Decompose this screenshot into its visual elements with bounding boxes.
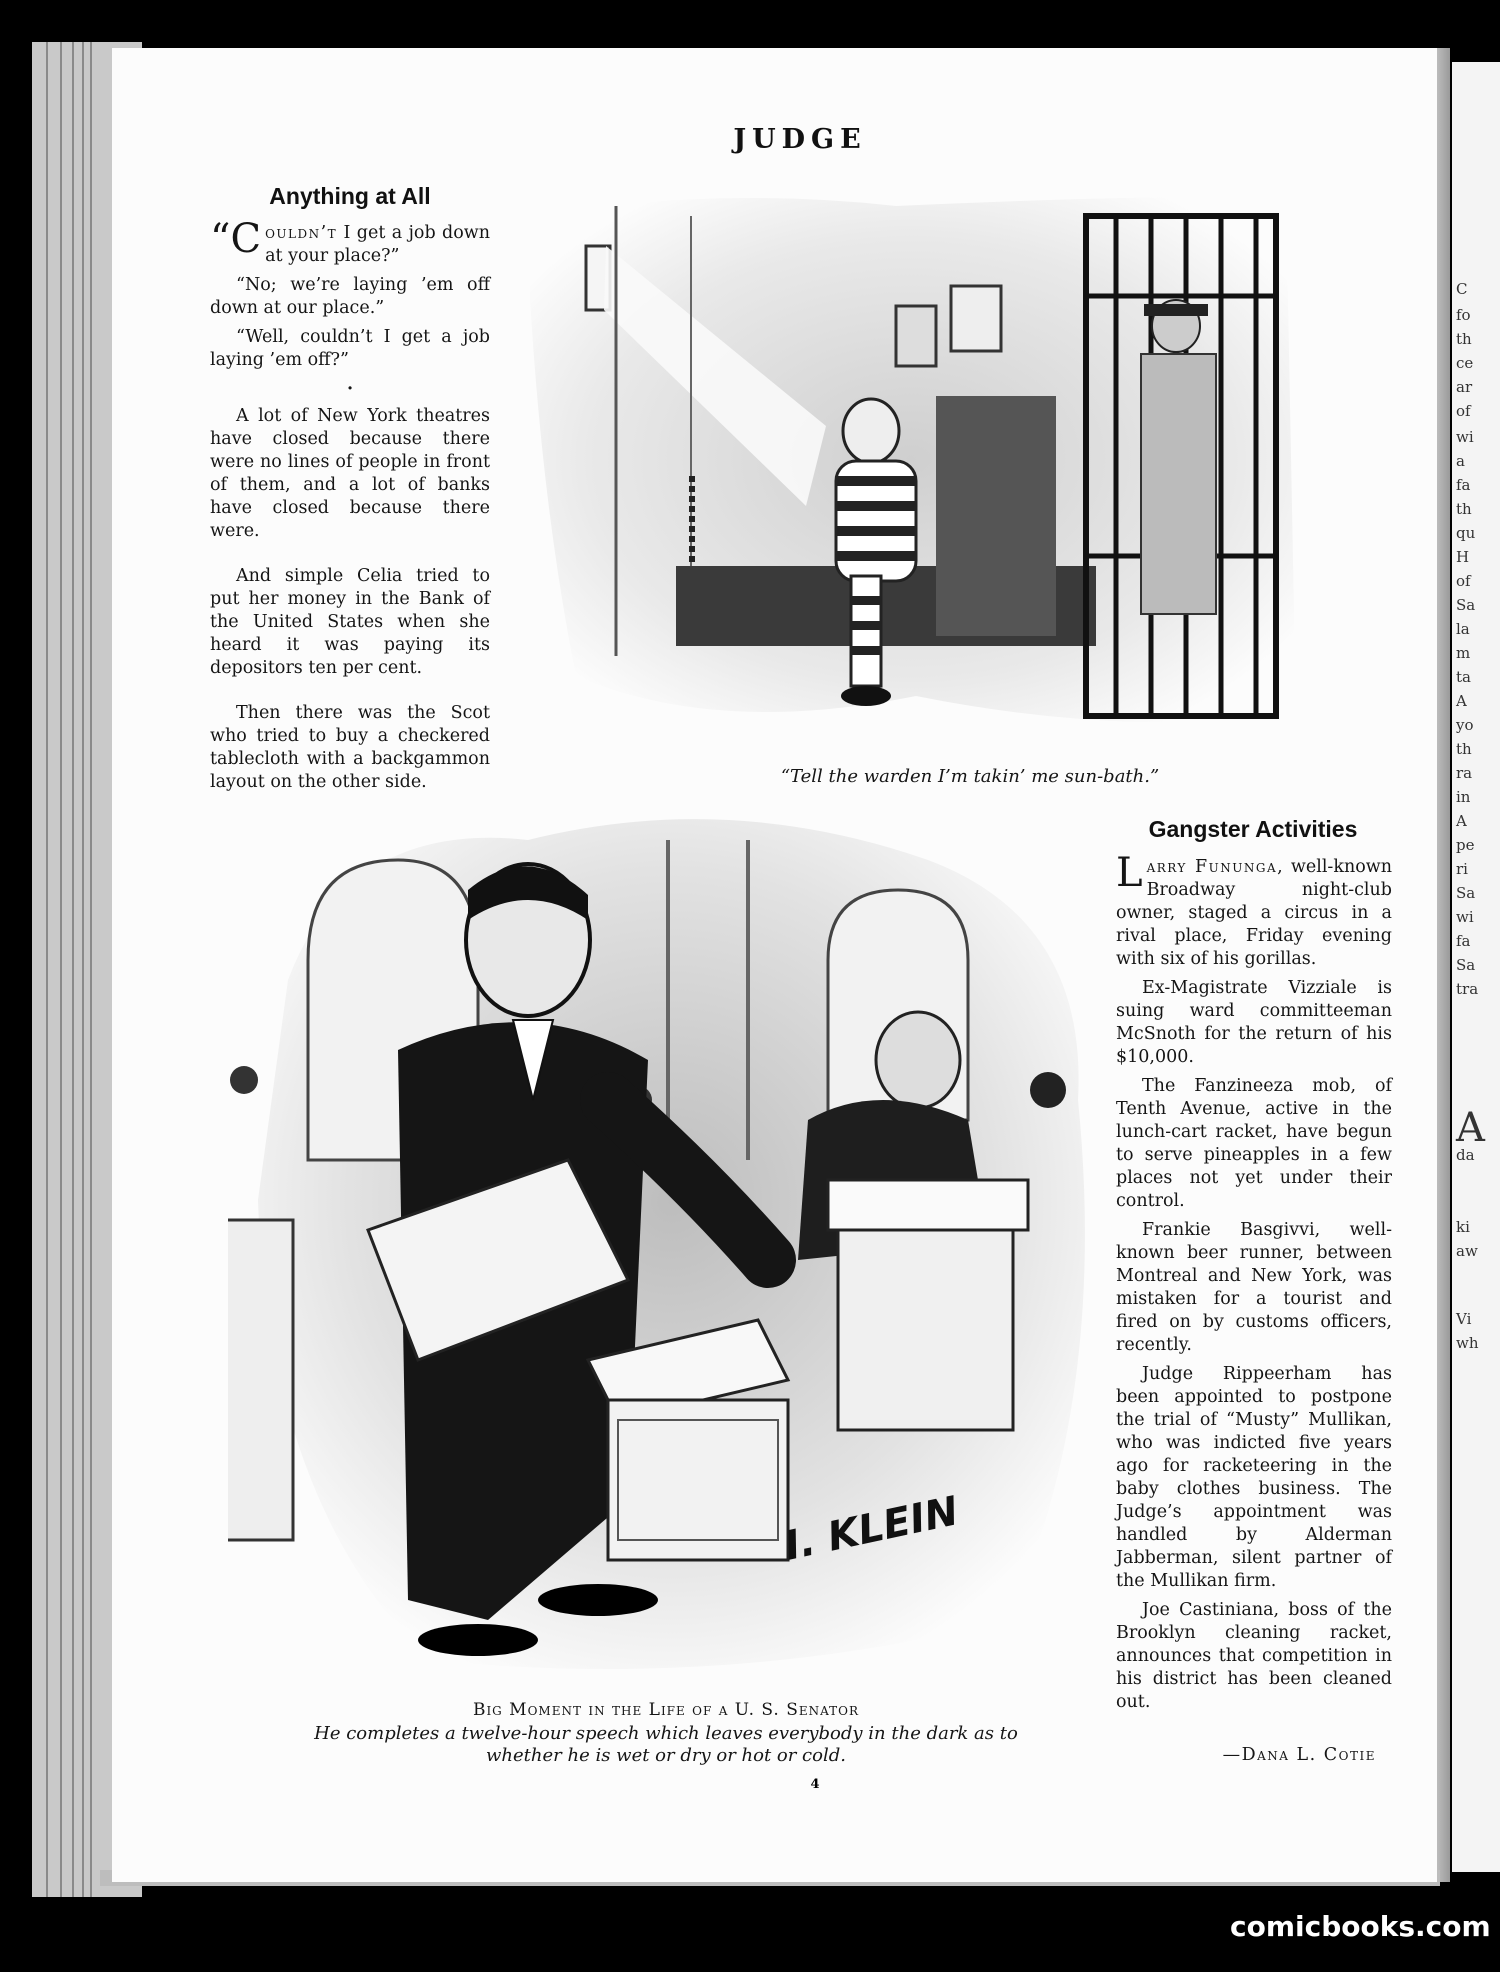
drop-cap: “C (210, 216, 262, 262)
adjacent-page-text-fragment: aw (1456, 1242, 1478, 1260)
cartoon-caption-senator: He completes a twelve-hour speech which leaves everybody in the dark as to whether he is wet or dry or hot or cold. (314, 1723, 1018, 1766)
adjacent-page-text-fragment: ki (1456, 1218, 1470, 1236)
adjacent-page-text-fragment: A (1456, 1105, 1485, 1151)
adjacent-page-text-fragment: ra (1456, 764, 1473, 782)
adjacent-page-text-fragment: th (1456, 500, 1472, 518)
adjacent-page-text-fragment: wh (1456, 1334, 1479, 1352)
small-caps-lead: arry Fununga, (1146, 857, 1285, 877)
dialogue-line-1-rest: I get a job down at your place?” (265, 223, 490, 266)
adjacent-page-text-fragment: yo (1456, 716, 1474, 734)
adjacent-page-text-fragment: ta (1456, 668, 1471, 686)
small-caps-lead: ouldn’t (265, 223, 338, 243)
senate-chamber-illustration (228, 800, 1108, 1695)
prison-cell-illustration (516, 176, 1306, 746)
adjacent-page-text-fragment: C (1456, 280, 1468, 298)
article-body-gangster-activities (1116, 850, 1392, 1720)
adjacent-page-text-fragment: th (1456, 740, 1472, 758)
adjacent-page-text-fragment: m (1456, 644, 1471, 662)
cartoon-prisoner-sunbath (516, 176, 1306, 746)
adjacent-page-text-fragment: ar (1456, 378, 1473, 396)
dialogue-line-1 (210, 216, 490, 268)
item-basgivvi: Frankie Basgivvi, well-known beer runner, between Montreal and New York, was mistaken for a tourist and fired on by customs officers, recently. (1116, 1220, 1392, 1355)
paragraph-scot: Then there was the Scot who tried to buy a checkered tablecloth with a backgammon layout on the other side. (210, 703, 490, 792)
item-fununga (1116, 850, 1392, 971)
adjacent-page-text-fragment: ce (1456, 354, 1474, 372)
section-separator: · (346, 379, 354, 399)
article-title-anything-at-all: Anything at All (269, 183, 431, 209)
page-number: 4 (810, 1777, 820, 1792)
adjacent-page-text-fragment: of (1456, 572, 1471, 590)
adjacent-page-text-fragment: fa (1456, 476, 1471, 494)
adjacent-page-text-fragment: Sa (1456, 956, 1476, 974)
item-fununga-rest: well-known Broadway night-club owner, staged a circus in a rival place, Friday evening with six of his gorillas. (1116, 857, 1392, 969)
item-fanzineeza: The Fanzineeza mob, of Tenth Avenue, active in the lunch-cart racket, have begun to serve pineapples in a few places not yet under their control. (1116, 1076, 1392, 1211)
running-head: JUDGE (733, 124, 867, 155)
adjacent-page-text-fragment: qu (1456, 524, 1476, 542)
adjacent-page-text-fragment: a (1456, 452, 1465, 470)
cartoon-senator-speech (228, 800, 1108, 1695)
senate-desk (588, 1320, 788, 1560)
article-body-anything-at-all (210, 216, 490, 816)
adjacent-page-text-fragment: in (1456, 788, 1471, 806)
adjacent-page-text-fragment: of (1456, 402, 1471, 420)
adjacent-page-text-fragment: wi (1456, 428, 1474, 446)
article-author: —Dana L. Cotie (1222, 1745, 1376, 1765)
adjacent-page-text-fragment: Vi (1456, 1310, 1472, 1328)
cartoon-caption-sunbath: “Tell the warden I’m takin’ me sun-bath.” (780, 766, 1160, 787)
adjacent-page-text-fragment: wi (1456, 908, 1474, 926)
paragraph-celia: And simple Celia tried to put her money in the Bank of the United States when she heard it was paying its depositors ten per cent. (210, 566, 490, 678)
adjacent-page-sliver (1452, 62, 1500, 1872)
artist-signature: I. KLEIN (780, 1488, 963, 1570)
site-watermark: comicbooks.com (1230, 1910, 1491, 1943)
adjacent-page-text-fragment: da (1456, 1146, 1475, 1164)
adjacent-page-text-fragment: Sa (1456, 884, 1476, 902)
adjacent-page-text-fragment: Sa (1456, 596, 1476, 614)
paragraph-theatres: A lot of New York theatres have closed because there were no lines of people in front of them, and a lot of banks have closed because there were. (210, 406, 490, 541)
adjacent-page-text-fragment: ri (1456, 860, 1468, 878)
item-castiniana: Joe Castiniana, boss of the Brooklyn cleaning racket, announces that competition in his district has been cleaned out. (1116, 1600, 1392, 1712)
drop-cap: L (1116, 850, 1143, 896)
adjacent-page-text-fragment: pe (1456, 836, 1475, 854)
adjacent-page-text-fragment: fo (1456, 306, 1471, 324)
adjacent-page-text-fragment: th (1456, 330, 1472, 348)
adjacent-page-text-fragment: A (1456, 692, 1467, 710)
dialogue-line-3: “Well, couldn’t I get a job laying ’em off?” (210, 327, 490, 370)
item-rippeerham: Judge Rippeerham has been appointed to postpone the trial of “Musty” Mullikan, who was indicted five years ago for racketeering in the baby clothes business. The Judge’s appointment was handled by Alderman Jabberman, silent partner of the Mullikan firm. (1116, 1364, 1392, 1591)
adjacent-page-text-fragment: tra (1456, 980, 1479, 998)
adjacent-page-text-fragment: fa (1456, 932, 1471, 950)
adjacent-page-text-fragment: H (1456, 548, 1470, 566)
adjacent-page-text-fragment: A (1456, 812, 1467, 830)
item-vizziale: Ex-Magistrate Vizziale is suing ward committeeman McSnoth for the return of his $10,000. (1116, 978, 1392, 1067)
article-title-gangster-activities: Gangster Activities (1148, 816, 1358, 842)
cartoon-title-senator: Big Moment in the Life of a U. S. Senator (472, 1700, 860, 1720)
dialogue-line-2: “No; we’re laying ’em off down at our place.” (210, 275, 490, 318)
adjacent-page-text-fragment: la (1456, 620, 1470, 638)
